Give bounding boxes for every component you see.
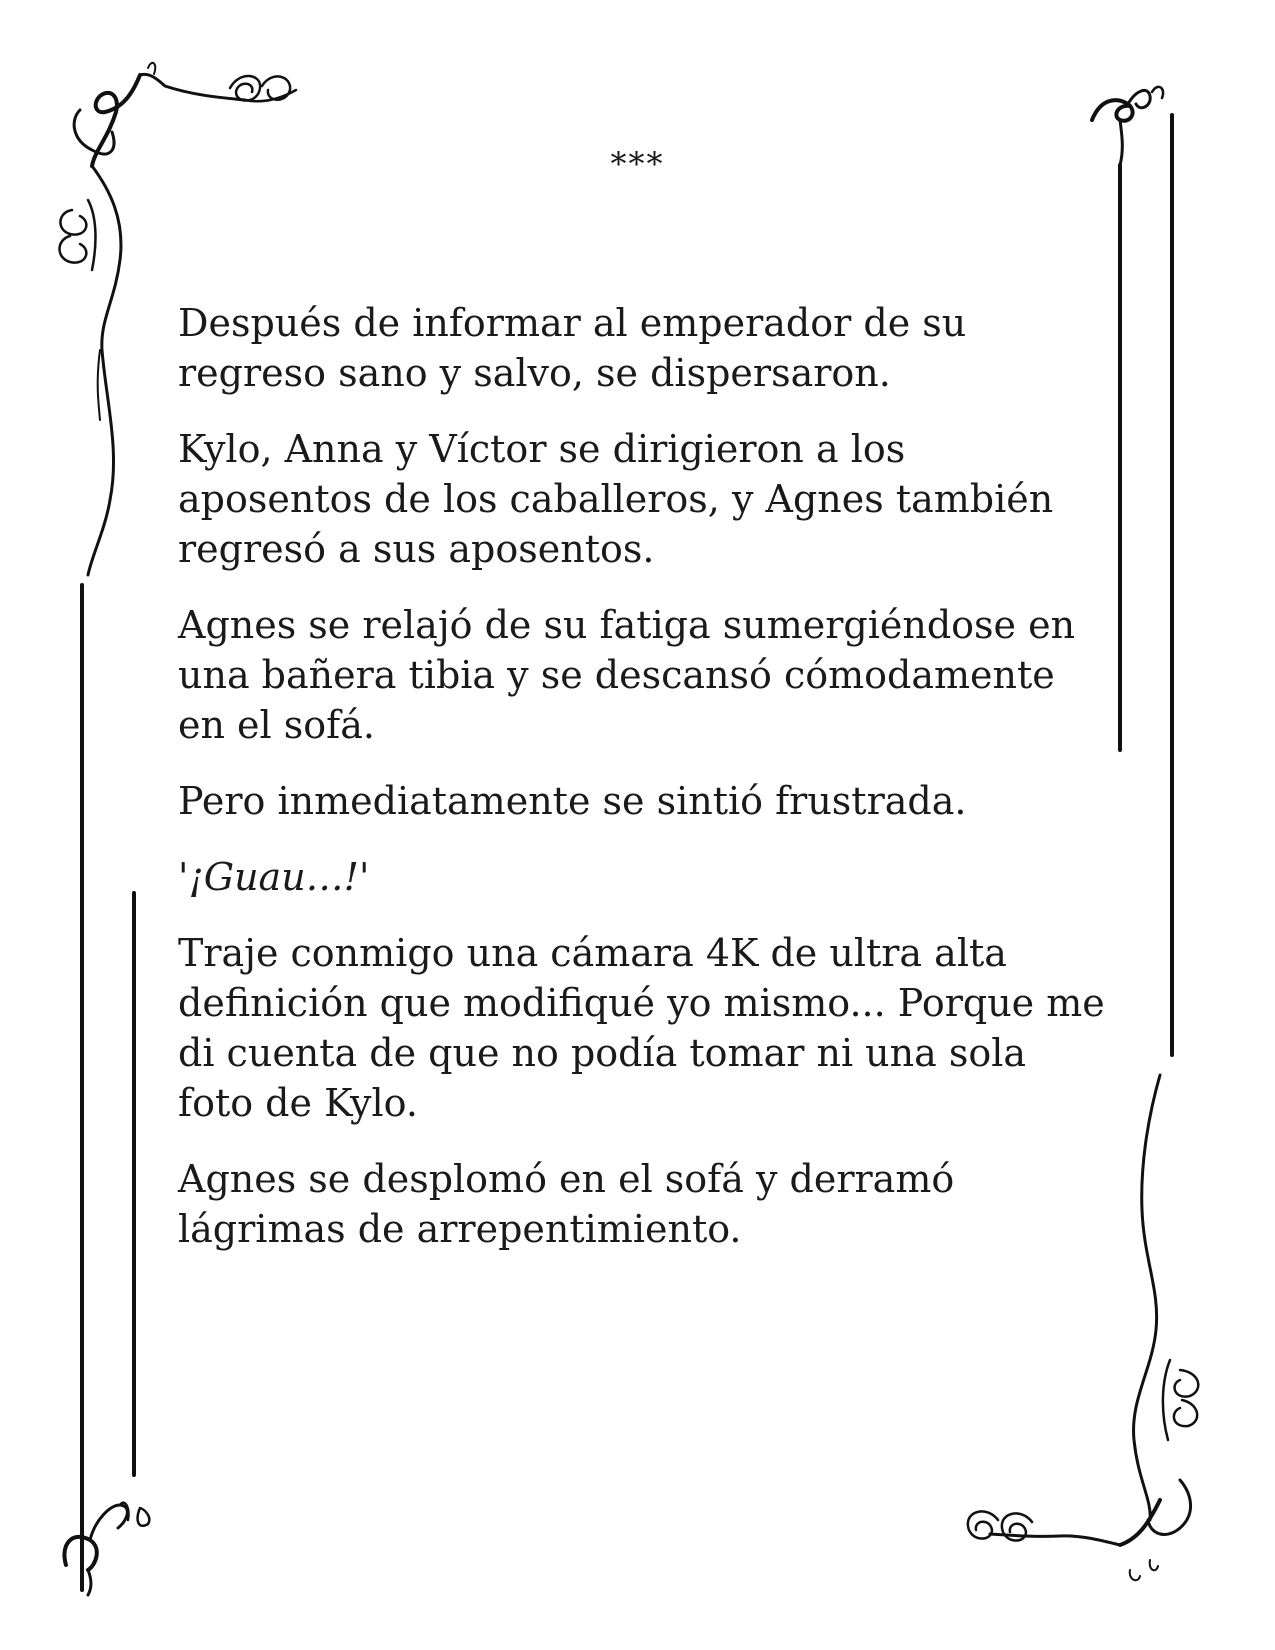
scene-break: *** [610,145,665,183]
paragraph-line: definición que modifiqué yo mismo... Porque me [178,981,1105,1025]
paragraph-line: una bañera tibia y se descansó cómodamente [178,653,1055,697]
paragraph-2 [178,424,1118,574]
flourish-bottom-left-icon [64,1503,149,1595]
paragraph-line: Pero inmediatamente se sintió frustrada. [178,779,967,823]
paragraph-line: '¡Guau…!' [178,855,370,899]
paragraph-3 [178,600,1118,750]
paragraph-line: lágrimas de arrepentimiento. [178,1207,742,1251]
paragraph-line: Agnes se desplomó en el sofá y derramó [178,1157,955,1201]
paragraph-line: Después de informar al emperador de su [178,301,967,345]
paragraph-line: Kylo, Anna y Víctor se dirigieron a los [178,427,906,471]
paragraph-line: en el sofá. [178,703,375,747]
paragraph-line: regreso sano y salvo, se dispersaron. [178,351,891,395]
paragraph-line: regresó a sus aposentos. [178,527,655,571]
paragraph-5-thought [178,852,1118,902]
paragraph-7 [178,1154,1118,1254]
paragraph-line: Traje conmigo una cámara 4K de ultra alta [178,931,1007,975]
body-text [178,298,1118,1280]
paragraph-6 [178,928,1118,1128]
paragraph-1 [178,298,1118,398]
paragraph-4 [178,776,1118,826]
paragraph-line: Agnes se relajó de su fatiga sumergiéndose en [178,603,1076,647]
paragraph-line: foto de Kylo. [178,1081,418,1125]
paragraph-line: di cuenta de que no podía tomar ni una sola [178,1031,1027,1075]
paragraph-line: aposentos de los caballeros, y Agnes también [178,477,1054,521]
